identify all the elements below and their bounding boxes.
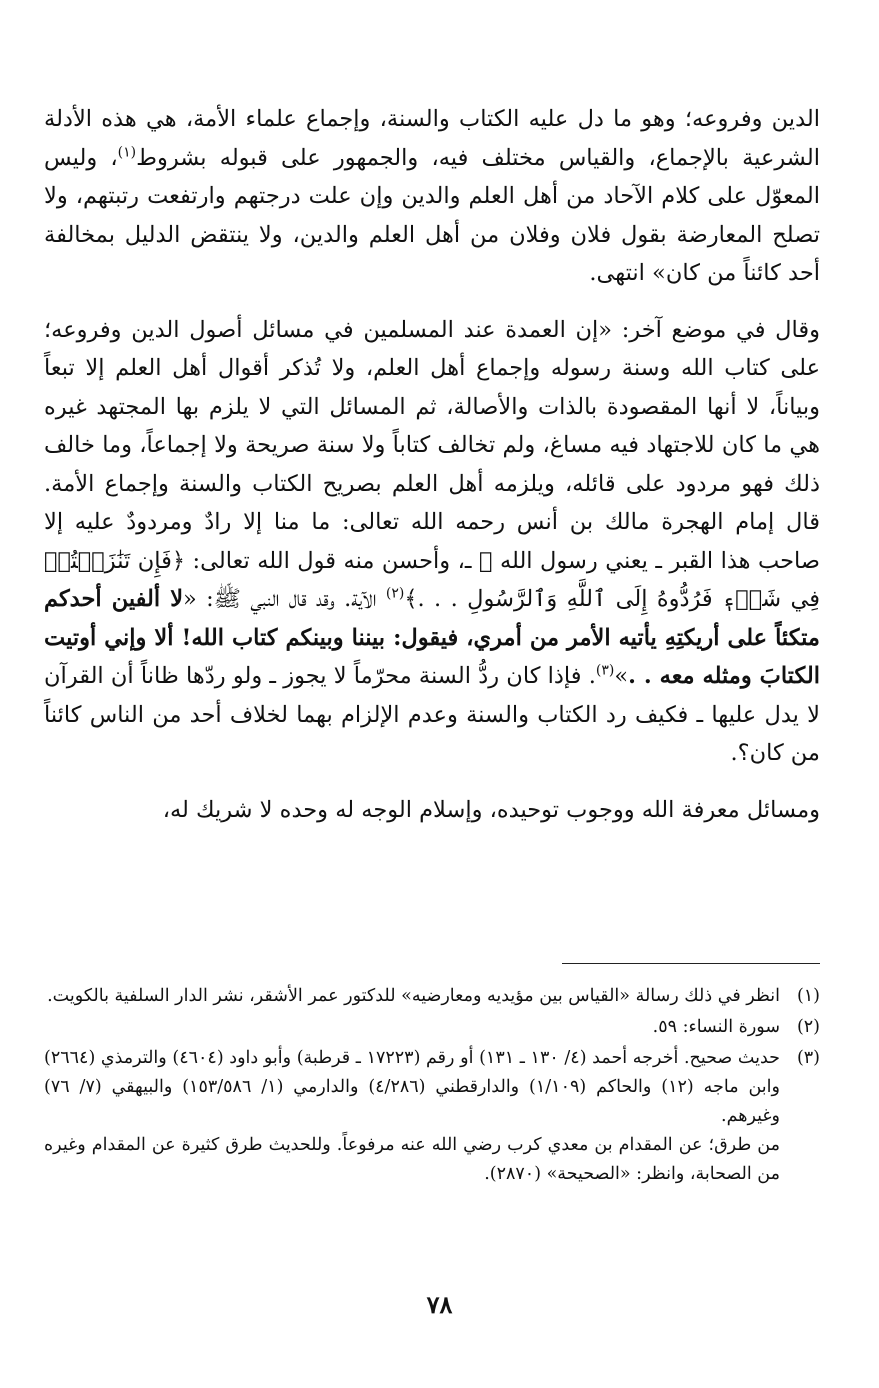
footnote-ref-1: (١) bbox=[117, 144, 137, 160]
page-number: ٧٨ bbox=[426, 1290, 453, 1319]
footnote-divider bbox=[562, 963, 820, 964]
footnote-line: حديث صحيح. أخرجه أحمد (٤/ ١٣٠ ـ ١٣١) أو رقم (١٧٢٢٣ ـ قرطبة) وأبو داود (٤٦٠٤) والترمذي (٢٦٦٤) وابن ماجه (١٢) والحاكم (١/١٠٩) والدارقطني (٤/٢٨٦) والدارمي (١/ ١٥٣/٥٨٦) والبيهقي (٧/ ٧٦) وغيرهم. bbox=[44, 1048, 780, 1126]
hadith-quote: لا ألفين أحدكم متكئاً على أريكتِهِ يأتيه الأمر من أمري، فيقول: بيننا وبينكم كتاب الله! ألا وإني أوتيت الكتابَ ومثله معه . . bbox=[44, 586, 820, 689]
paragraph-3 bbox=[44, 791, 820, 830]
footnote-line: انظر في ذلك رسالة «القياس بين مؤيديه ومعارضيه» للدكتور عمر الأشقر، نشر الدار السلفية بالكويت. bbox=[47, 986, 780, 1006]
footnote-1 bbox=[44, 982, 820, 1011]
footnote-line: من طرق؛ عن المقدام بن معدي كرب رضي الله عنه مرفوعاً. وللحديث طرق كثيرة عن المقدام وغيره من الصحابة، وانظر: «الصحيحة» (٢٨٧٠). bbox=[44, 1135, 780, 1184]
footnote-number: (١) bbox=[796, 986, 820, 1006]
paragraph-1 bbox=[44, 100, 820, 293]
paragraph-2-part-4: . فإذا كان ردُّ السنة محرّماً لا يجوز ـ ولو ردّها ظاناً أن القرآن لا يدل عليها ـ فكيف رد الكتاب والسنة وعدم الإلزام بهما لخلاف أحد من الناس كائناً من كان؟. bbox=[44, 663, 820, 766]
paragraph-1-text-after: ، وليس المعوّل على كلام الآحاد من أهل العلم والدين وإن علت درجتهم وارتفعت رتبتهم، ولا تصلح المعارضة بقول فلان وفلان من أهل العلم والدين، ولا ينتقض الدليل بمخالفة أحد كائناً من كان» انتهى. bbox=[44, 144, 820, 286]
footnote-body bbox=[44, 1013, 780, 1042]
paragraph-2-part-1: وقال في موضع آخر: «إن العمدة عند المسلمين في مسائل أصول الدين وفروعه؛ على كتاب الله وسنة رسوله وإجماع أهل العلم، ولا تُذكر أقوال أهل العلم إلا تبعاً وبياناً، لا أنها المقصودة بالذات والأصالة، ثم المسائل التي لا يلزم بها المجتهد غيره هي ما كان للاجتهاد فيه مساغ، ولم تخالف كتاباً ولا سنة صريحة ولا إجماعاً، وما خالف ذلك فهو مردود على قائله، ويلزمه أهل العلم بصريح الكتاب والسنة وإجماع الأمة. قال إمام الهجرة مالك بن أنس رحمه الله تعالى: ما منا إلا رادٌ ومردودٌ عليه إلا صاحب هذا القبر ـ يعني رسول الله ﷺ ـ، وأحسن منه قول الله تعالى: ﴿فَإِن تَنَٰزَعۡتُمۡ فِي شَيۡءٖ فَرُدُّوهُ إِلَى ٱللَّهِ وَٱلرَّسُولِ . . .﴾ bbox=[44, 316, 821, 612]
paragraph-3-text: ومسائل معرفة الله ووجوب توحيده، وإسلام الوجه له وحده لا شريك له، bbox=[162, 796, 820, 823]
paragraph-2 bbox=[44, 311, 820, 773]
footnote-3 bbox=[44, 1044, 820, 1189]
paragraph-1-text: الدين وفروعه؛ وهو ما دل عليه الكتاب والسنة، وإجماع علماء الأمة، هي هذه الأدلة الشرعية بالإجماع، والقياس مختلف فيه، والجمهور على قبوله بشروط bbox=[44, 106, 820, 171]
main-text bbox=[44, 100, 820, 829]
footnote-ref-3: (٣) bbox=[595, 662, 615, 679]
footnote-body bbox=[44, 982, 780, 1011]
footnote-line: سورة النساء: ٥٩. bbox=[652, 1017, 780, 1037]
footnote-body bbox=[44, 1044, 780, 1189]
footnotes bbox=[44, 982, 820, 1191]
footnote-number: (٢) bbox=[796, 1017, 820, 1037]
paragraph-2-part-3: » bbox=[614, 663, 629, 689]
paragraph-2-part-2: الآية. وقد قال النبي ﷺ: « bbox=[183, 586, 386, 612]
footnote-ref-2: (٢) bbox=[385, 585, 405, 602]
footnote-number: (٣) bbox=[796, 1048, 820, 1068]
footnote-2 bbox=[44, 1013, 820, 1042]
